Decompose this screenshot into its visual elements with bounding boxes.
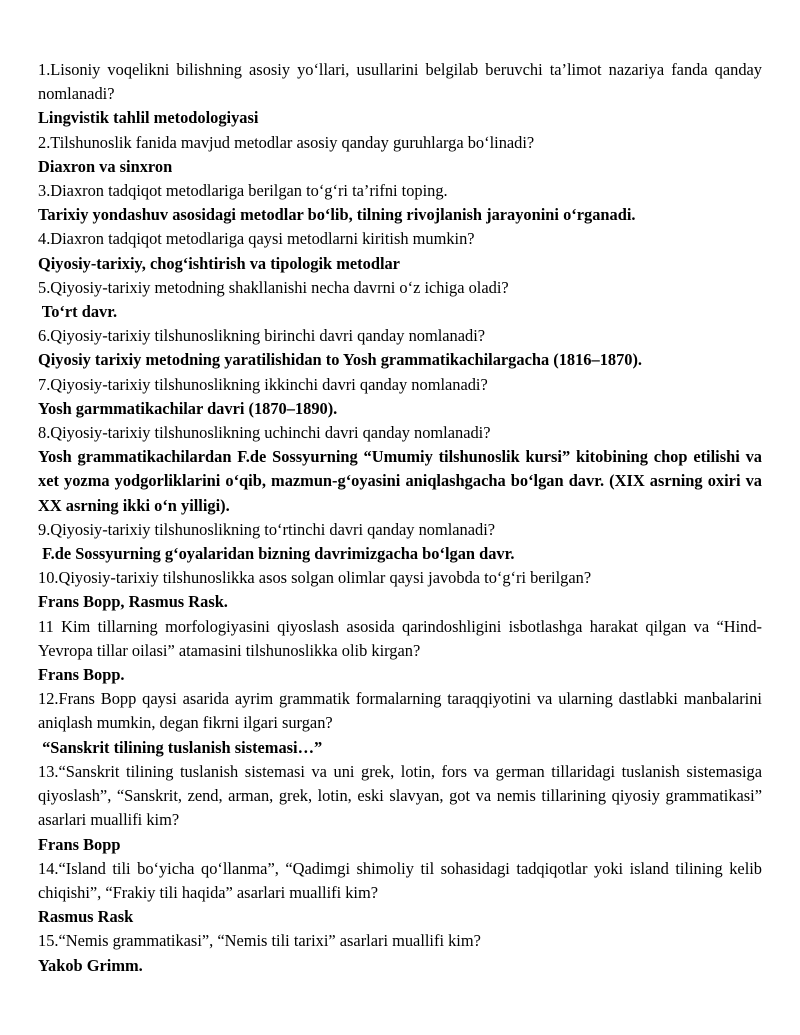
answer-2: Diaxron va sinxron xyxy=(38,156,173,176)
question-2: 2.Tilshunoslik fanida mavjud metodlar asosiy qanday guruhlarga bo‘linadi? xyxy=(38,132,535,152)
question-7: 7.Qiyosiy-tarixiy tilshunoslikning ikkinchi davri qanday nomlanadi? xyxy=(38,374,488,394)
question-3: 3.Diaxron tadqiqot metodlariga berilgan to‘g‘ri ta’rifni toping. xyxy=(38,181,448,201)
question-1: 1.Lisoniy voqelikni bilishning asosiy yo‘llari, usullarini belgilab beruvchi ta’limot nazariya fanda qanday nomlanadi? xyxy=(38,60,762,104)
question-4: 4.Diaxron tadqiqot metodlariga qaysi metodlarni kiritish mumkin? xyxy=(38,229,475,249)
question-14: 14.“Island tili bo‘yicha qo‘llanma”, “Qadimgi shimoliy til sohasidagi tadqiqotlar yoki island tilining kelib chiqishi”, “Frakiy tili haqida” asarlari muallifi kim? xyxy=(38,858,762,902)
document-page xyxy=(38,58,762,978)
question-8: 8.Qiyosiy-tarixiy tilshunoslikning uchinchi davri qanday nomlanadi? xyxy=(38,423,491,443)
question-9: 9.Qiyosiy-tarixiy tilshunoslikning to‘rtinchi davri qanday nomlanadi? xyxy=(38,519,496,539)
question-12: 12.Frans Bopp qaysi asarida ayrim grammatik formalarning taraqqiyotini va ularning dastlabki manbalarini aniqlash mumkin, degan fikrni ilgari surgan? xyxy=(38,689,762,733)
answer-10: Frans Bopp, Rasmus Rask. xyxy=(38,592,228,612)
question-15: 15.“Nemis grammatikasi”, “Nemis tili tarixi” asarlari muallifi kim? xyxy=(38,931,481,951)
answer-9: F.de Sossyurning g‘oyalaridan bizning davrimizgacha bo‘lgan davr. xyxy=(38,544,515,564)
answer-12: “Sanskrit tilining tuslanish sistemasi…” xyxy=(38,737,323,757)
question-10: 10.Qiyosiy-tarixiy tilshunoslikka asos solgan olimlar qaysi javobda to‘g‘ri berilgan? xyxy=(38,568,592,588)
answer-5: To‘rt davr. xyxy=(38,302,118,322)
answer-14: Rasmus Rask xyxy=(38,907,134,927)
question-6: 6.Qiyosiy-tarixiy tilshunoslikning birinchi davri qanday nomlanadi? xyxy=(38,326,486,346)
answer-7: Yosh garmmatikachilar davri (1870–1890). xyxy=(38,398,338,418)
answer-1: Lingvistik tahlil metodologiyasi xyxy=(38,108,259,128)
question-11: 11 Kim tillarning morfologiyasini qiyoslash asosida qarindoshligini isbotlashga harakat qilgan va “Hind-Yevropa tillar oilasi” atamasini tilshunoslikka olib kirgan? xyxy=(38,616,762,660)
answer-8: Yosh grammatikachilardan F.de Sossyurning “Umumiy tilshunoslik kursi” kitobining chop etilishi va xet yozma yodgorliklarini o‘qib, mazmun-g‘oyasini aniqlashgacha bo‘lgan davr. (XIX asrning oxiri va XX asrning ikki o‘n yilligi). xyxy=(38,447,762,515)
answer-13: Frans Bopp xyxy=(38,834,121,854)
answer-11: Frans Bopp. xyxy=(38,665,125,685)
question-5: 5.Qiyosiy-tarixiy metodning shakllanishi necha davrni o‘z ichiga oladi? xyxy=(38,277,509,297)
answer-6: Qiyosiy tarixiy metodning yaratilishidan to Yosh grammatikachilargacha (1816–1870). xyxy=(38,350,643,370)
answer-15: Yakob Grimm. xyxy=(38,955,143,975)
question-13: 13.“Sanskrit tilining tuslanish sistemasi va uni grek, lotin, fors va german tillaridagi tuslanish sistemasiga qiyoslash”, “Sanskrit, zend, arman, grek, lotin, eski slavyan, got va nemis tillarining qiyosiy grammatikasi” asarlari muallifi kim? xyxy=(38,761,762,830)
answer-3: Tarixiy yondashuv asosidagi metodlar bo‘lib, tilning rivojlanish jarayonini o‘rganadi. xyxy=(38,205,636,225)
answer-4: Qiyosiy-tarixiy, chog‘ishtirish va tipologik metodlar xyxy=(38,253,400,273)
